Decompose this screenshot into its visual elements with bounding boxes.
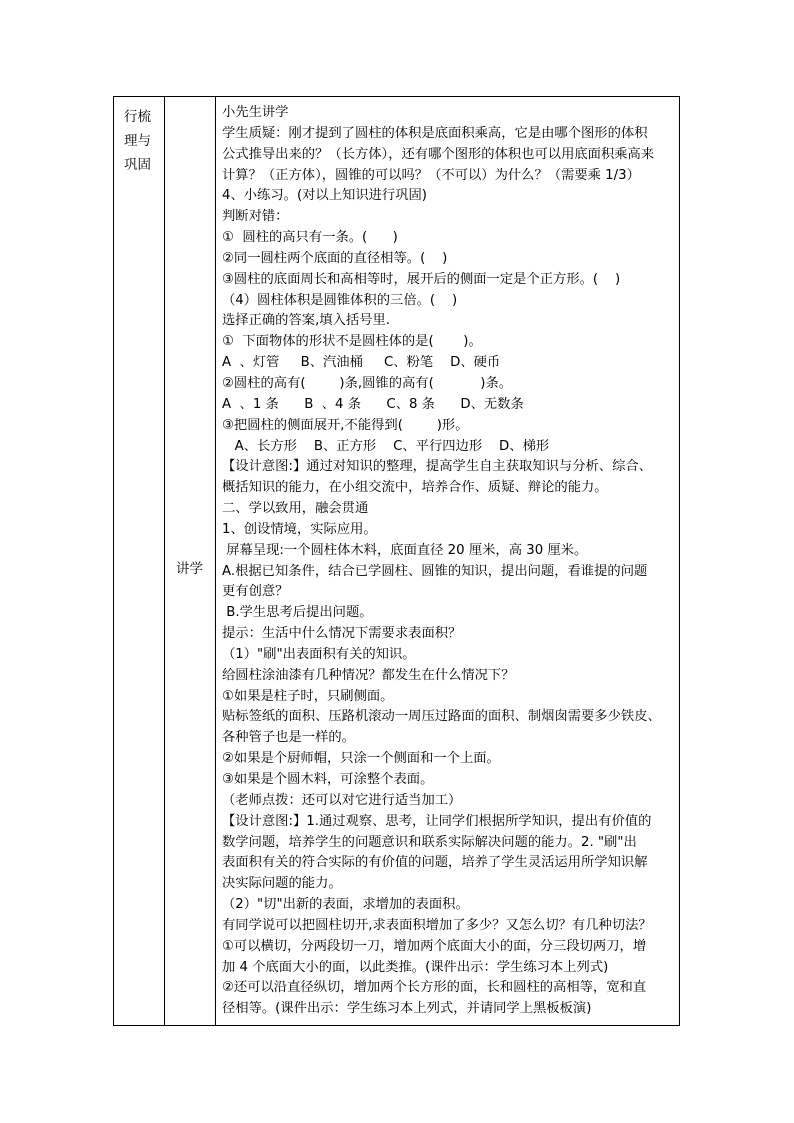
content-line: 加 4 个底面大小的面，以此类推。(课件出示：学生练习本上列式) — [222, 959, 609, 975]
content-line: 学生质疑：刚才提到了圆柱的体积是底面积乘高，它是由哪个图形的体积 — [222, 125, 648, 141]
content-line: ①如果是柱子时，只刷侧面。 — [222, 688, 394, 704]
content-line: ③如果是个圆木料，可涂整个表面。 — [222, 772, 434, 787]
content-line: 【设计意图:】通过对知识的整理，提高学生自主获取知识与分析、综合、 — [222, 459, 652, 475]
content-line: 决实际问题的能力。 — [222, 876, 342, 892]
content-line: 表面积有关的符合实际的有价值的问题，培养了学生灵活运用所学知识解 — [222, 855, 648, 871]
content-line: ① 下面物体的形状不是圆柱体的是( )。 — [222, 334, 482, 350]
content-line: A、长方形 B、正方形 C、平行四边形 D、梯形 — [222, 438, 550, 454]
section-label-line: 理与 — [124, 133, 151, 149]
content-line: 有同学说可以把圆柱切开,求表面积增加了多少？又怎么切？有几种切法？ — [222, 917, 652, 933]
content-line: ②同一圆柱两个底面的直径相等。( ) — [222, 250, 448, 266]
content-line: ②还可以沿直径纵切，增加两个长方形的面，长和圆柱的高相等，宽和直 — [222, 980, 647, 996]
content-line: 判断对错： — [222, 209, 289, 225]
section-label-line: 行梳 — [124, 109, 151, 125]
content-line: （4）圆柱体积是圆锥体积的三倍。( ) — [222, 292, 458, 308]
section-label-line: 巩固 — [124, 157, 151, 173]
content-line: 提示：生活中什么情况下需要求表面积？ — [222, 626, 462, 642]
content-line: ②如果是个厨师帽，只涂一个侧面和一个上面。 — [222, 751, 500, 767]
content-line: 屏幕呈现:一个圆柱体木料，底面直径 20 厘米，高 30 厘米。 — [222, 542, 588, 558]
column-divider — [215, 97, 216, 1025]
subsection-label: 讲学 — [176, 561, 203, 577]
content-line: ③把圆柱的侧面展开,不能得到( )形。 — [222, 417, 469, 433]
content-line: 【设计意图:】1.通过观察、思考，让同学们根据所学知识，提出有价值的 — [222, 813, 652, 829]
content-line: （1）"刷"出表面积有关的知识。 — [222, 646, 416, 662]
content-line: 公式推导出来的？（长方体），还有哪个图形的体积也可以用底面积乘高来 — [222, 146, 655, 162]
content-line: 更有创意？ — [222, 584, 289, 600]
content-line: A 、灯管 B、汽油桶 C、粉笔 D、硬币 — [222, 355, 501, 371]
content-line: B.学生思考后提出问题。 — [222, 605, 373, 621]
lesson-content — [222, 103, 678, 1020]
content-line: 计算？（正方体），圆锥的可以吗？（不可以）为什么？（需要乘 1/3） — [222, 167, 640, 183]
content-line: ① 圆柱的高只有一条。( ) — [222, 230, 398, 246]
content-line: 贴标签纸的面积、压路机滚动一周压过路面的面积、制烟囱需要多少铁皮、 — [222, 709, 661, 725]
content-line: 1、创设情境，实际应用。 — [222, 521, 377, 537]
content-line: 给圆柱涂油漆有几种情况？都发生在什么情况下？ — [222, 667, 515, 683]
content-line: 4、小练习。(对以上知识进行巩固) — [222, 188, 427, 204]
lesson-table — [113, 96, 680, 1026]
content-line: A 、1 条 B 、4 条 C、8 条 D、无数条 — [222, 396, 524, 412]
content-line: （2）"切"出新的表面，求增加的表面积。 — [222, 897, 469, 913]
content-line: 概括知识的能力，在小组交流中，培养合作、质疑、辩论的能力。 — [222, 480, 608, 496]
content-line: 小先生讲学 — [222, 105, 289, 120]
content-line: 选择正确的答案,填入括号里. — [222, 313, 391, 329]
content-line: 数学问题，培养学生的问题意识和联系实际解决问题的能力。2. "刷"出 — [222, 834, 637, 850]
content-line: 二、学以致用，融会贯通 — [222, 501, 369, 517]
section-label — [114, 97, 164, 177]
content-line: （老师点拨：还可以对它进行适当加工） — [222, 792, 462, 808]
content-line: ③圆柱的底面周长和高相等时，展开后的侧面一定是个正方形。( ) — [222, 271, 621, 287]
content-line: ②圆柱的高有( )条,圆锥的高有( )条。 — [222, 375, 513, 391]
subsection-cell — [165, 97, 215, 1025]
content-line: ①可以横切，分两段切一刀，增加两个底面大小的面，分三段切两刀，增 — [222, 938, 647, 954]
content-line: A.根据已知条件，结合已学圆柱、圆锥的知识，提出问题，看谁提的问题 — [222, 563, 648, 579]
content-line: 各种管子也是一样的。 — [222, 730, 355, 746]
content-line: 径相等。(课件出示：学生练习本上列式，并请同学上黑板板演) — [222, 1001, 592, 1017]
